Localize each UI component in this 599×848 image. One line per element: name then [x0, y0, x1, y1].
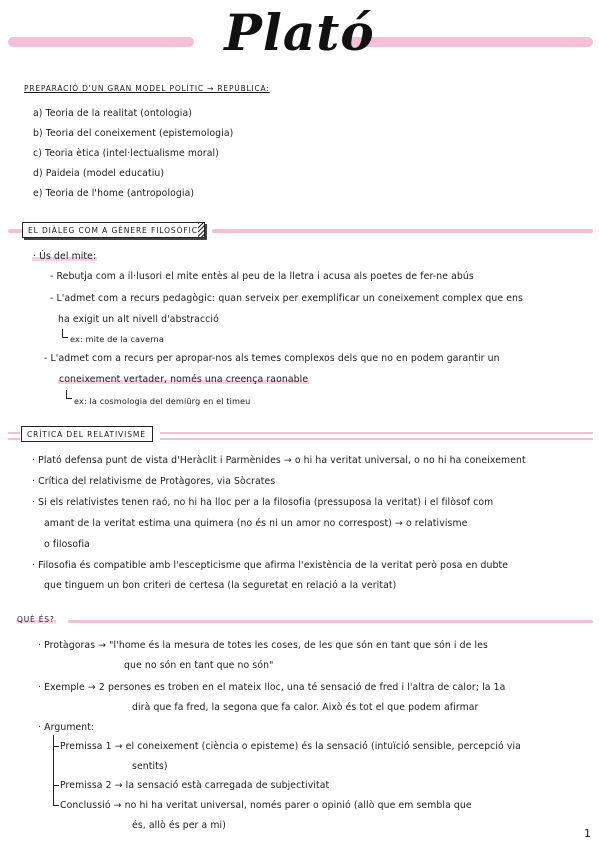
- que-exemple-b: dirà que fa fred, la segona que fa calor. Això és tot el que podem afirmar: [132, 702, 479, 713]
- conclusio-b: és, allò és per a mi): [132, 820, 226, 831]
- relativisme-bullet-3a: · Si els relativistes tenen raó, no hi ha lloc per a la filosofia (pressuposa la veritat) i el filòsof com: [32, 497, 494, 508]
- dialeg-line-2b: ha exigit un alt nivell d'abstracció: [58, 314, 219, 325]
- relativisme-bullet-4a: · Filosofia és compatible amb l'escepticisme que afirma l'existència de la veritat però posa en dubte: [32, 560, 509, 571]
- relativisme-bullet-3b: amant de la veritat estima una quimera (no és ni un amor no correspost) → o relativisme: [44, 518, 468, 529]
- relativisme-bullet-3c: o filosofia: [44, 539, 90, 550]
- intro-item-d: d) Paideia (model educatiu): [33, 168, 165, 179]
- dialeg-line-3b: coneixement vertader, només una creença raonable: [59, 374, 309, 385]
- section-heading-dialeg: EL DIÀLEG COM A GÈNERE FILOSÒFIC: [22, 222, 205, 238]
- premissa-2: Premissa 2 → la sensació està carregada de subjectivitat: [60, 780, 330, 791]
- intro-item-e: e) Teoria de l'home (antropologia): [33, 188, 195, 199]
- intro-heading: PREPARACIÓ D'UN GRAN MODEL POLÍTIC → REPÚBLICA:: [24, 84, 270, 93]
- conclusio-a: Conclussió → no hi ha veritat universal, només parer o opinió (allò que em sembla que: [60, 800, 472, 811]
- page-number: 1: [584, 827, 592, 840]
- dialeg-example-1: ex: mite de la caverna: [70, 334, 164, 344]
- sub-arrow: [62, 329, 63, 337]
- intro-item-c: c) Teoria ètica (intel·lectualisme moral): [33, 148, 219, 159]
- sub-arrow: [66, 390, 67, 398]
- intro-item-b: b) Teoria del coneixement (epistemologia): [33, 128, 234, 139]
- section-divider: [160, 438, 593, 440]
- dialeg-line-3a: - L'admet com a recurs per apropar-nos als temes complexos dels que no en podem garantir un: [44, 353, 500, 364]
- sub-arrow: [62, 337, 68, 338]
- dialeg-sub: · Ús del mite:: [33, 251, 97, 262]
- argument-tree-branch: [53, 746, 59, 747]
- section-divider: [8, 229, 22, 233]
- section-divider: [212, 229, 593, 233]
- relativisme-bullet-1: · Plató defensa punt de vista d'Heràclit i Parmènides → o hi ha veritat universal, o no hi ha coneixement: [32, 455, 526, 466]
- section-divider: [8, 432, 20, 434]
- premissa-1b: sentits): [132, 761, 168, 772]
- que-protagoras-b: que no són en tant que no són": [124, 660, 274, 671]
- que-exemple-a: · Exemple → 2 persones es troben en el mateix lloc, una té sensació de fred i l'altra de calor; la 1a: [38, 682, 506, 693]
- relativisme-bullet-2: · Crítica del relativisme de Protàgores, via Sòcrates: [32, 476, 276, 487]
- relativisme-bullet-4b: que tinguem un bon criteri de certesa (la seguretat en relació a la veritat): [44, 580, 397, 591]
- section-divider: [8, 438, 20, 440]
- que-argument: · Argument:: [38, 722, 95, 733]
- hatch-decoration: [198, 223, 205, 237]
- premissa-1a: Premissa 1 → el coneixement (ciència o episteme) és la sensació (intuïció sensible, percepció via: [60, 741, 521, 752]
- argument-tree-branch: [53, 785, 59, 786]
- section-divider: [68, 620, 593, 623]
- intro-item-a: a) Teoria de la realitat (ontologia): [33, 108, 193, 119]
- que-heading: QUÈ ÉS?: [17, 615, 55, 624]
- dialeg-example-2: ex: la cosmologia del demiürg en el timeu: [74, 396, 251, 406]
- page-title: Plató: [224, 3, 375, 62]
- sub-arrow: [66, 398, 72, 399]
- dialeg-line-1: - Rebutja com a il·lusori el mite entès al peu de la lletra i acusa als poetes de fer-ne abús: [50, 271, 474, 282]
- section-divider: [160, 432, 593, 434]
- que-protagoras-a: · Protàgoras → "l'home és la mesura de totes les coses, de les que són en tant que són i de les: [38, 640, 488, 651]
- argument-tree-branch: [53, 805, 59, 806]
- dialeg-line-2a: - L'admet com a recurs pedagògic: quan serveix per exemplificar un coneixement complex que ens: [50, 293, 523, 304]
- section-heading-relativisme: CRÍTICA DEL RELATIVISME: [21, 426, 153, 442]
